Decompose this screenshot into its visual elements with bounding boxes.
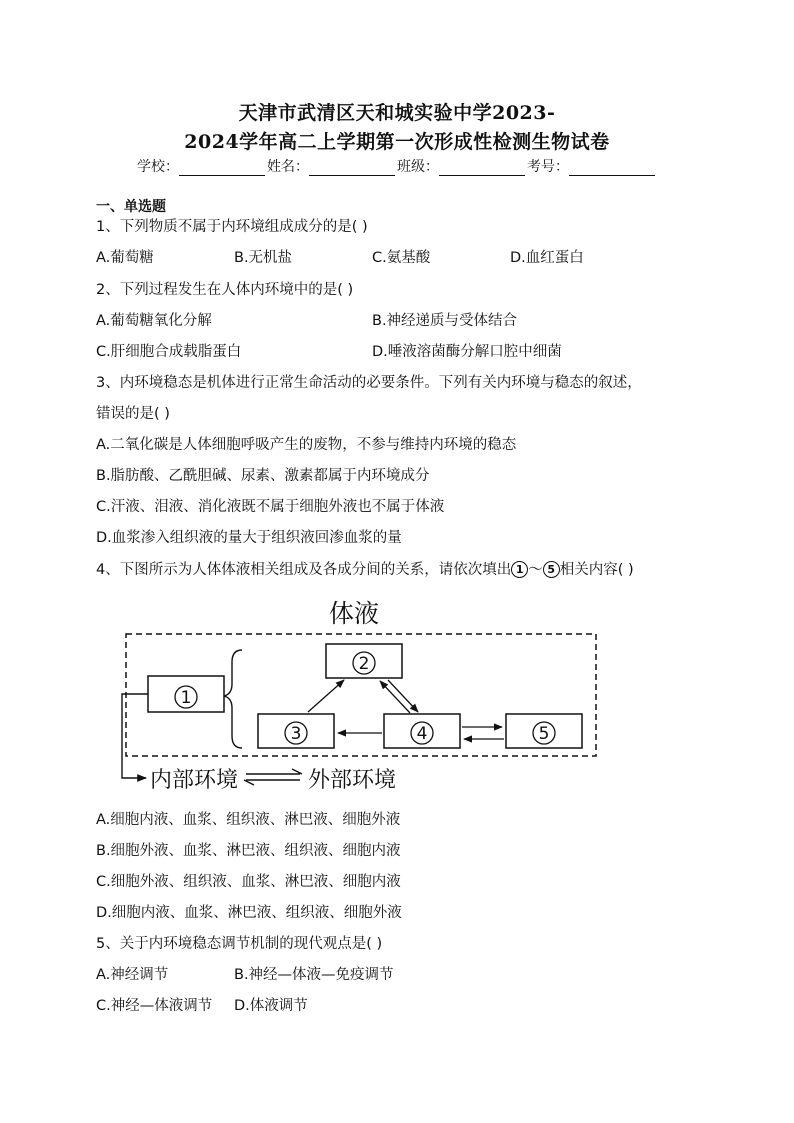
- question-3-option-a[interactable]: A.二氧化碳是人体细胞呼吸产生的废物，不参与维持内环境的稳态: [96, 437, 517, 453]
- question-2-stem: 2、下列过程发生在人体内环境中的是( ): [96, 282, 354, 298]
- question-5-stem: 5、关于内环境稳态调节机制的现代观点是( ): [96, 936, 383, 952]
- external-environment-label: 外部环境: [308, 768, 397, 793]
- question-2-option-c[interactable]: C.肝细胞合成载脂蛋白: [96, 344, 242, 360]
- question-3-stem-line-1: 3、内环境稳态是机体进行正常生命活动的必要条件。下列有关内环境与稳态的叙述，: [96, 375, 642, 391]
- exchange-arrow-head-left: [244, 780, 254, 785]
- question-3-option-b[interactable]: B.脂肪酸、乙酰胆碱、尿素、激素都属于内环境成分: [96, 468, 430, 484]
- box-3-label: 3: [290, 724, 302, 744]
- question-5-option-a[interactable]: A.神经调节: [96, 967, 169, 983]
- question-4-stem-suffix: 相关内容( ): [559, 562, 634, 578]
- question-2-option-b[interactable]: B.神经递质与受体结合: [372, 313, 518, 329]
- curly-brace: [224, 650, 242, 748]
- question-4-option-b[interactable]: B.细胞外液、血浆、淋巴液、组织液、细胞内液: [96, 843, 401, 859]
- internal-environment-label: 内部环境: [150, 768, 239, 793]
- question-5-option-b[interactable]: B.神经—体液—免疫调节: [234, 967, 394, 983]
- name-label: 姓名：: [267, 159, 309, 175]
- arrow-4-to-2: [380, 681, 410, 713]
- question-1-option-c[interactable]: C.氨基酸: [372, 250, 431, 266]
- question-5-option-d[interactable]: D.体液调节: [234, 998, 308, 1014]
- question-1-option-d[interactable]: D.血红蛋白: [510, 250, 584, 266]
- box-5-label: 5: [538, 724, 550, 744]
- question-1-option-a[interactable]: A.葡萄糖: [96, 250, 154, 266]
- box-1-label: 1: [180, 688, 192, 708]
- circled-number-5: 5: [543, 561, 560, 578]
- school-blank[interactable]: [179, 161, 265, 176]
- section-title: 一、单选题: [96, 199, 166, 215]
- figure-title: 体液: [328, 599, 380, 628]
- box-2-label: 2: [358, 654, 370, 674]
- question-3-option-c[interactable]: C.汗液、泪液、消化液既不属于细胞外液也不属于体液: [96, 499, 445, 515]
- question-1-stem: 1、下列物质不属于内环境组成成分的是( ): [96, 219, 368, 235]
- page-title-line-1: 天津市武清区天和城实验中学2023-: [238, 102, 556, 124]
- question-4-option-c[interactable]: C.细胞外液、组织液、血浆、淋巴液、细胞内液: [96, 874, 401, 890]
- question-1-option-b[interactable]: B.无机盐: [234, 250, 293, 266]
- question-4-option-d[interactable]: D.细胞内液、血浆、淋巴液、组织液、细胞外液: [96, 905, 402, 921]
- question-2-option-d[interactable]: D.唾液溶菌酶分解口腔中细菌: [372, 344, 562, 360]
- question-4-stem: [96, 560, 634, 580]
- name-blank[interactable]: [309, 161, 395, 176]
- question-4-option-a[interactable]: A.细胞内液、血浆、组织液、淋巴液、细胞外液: [96, 812, 401, 828]
- question-3-stem-line-2: 错误的是( ): [96, 406, 170, 422]
- arrow-3-to-2: [308, 680, 344, 712]
- question-5-option-c[interactable]: C.神经—体液调节: [96, 998, 213, 1014]
- box-4-label: 4: [416, 724, 428, 744]
- class-blank[interactable]: [439, 161, 525, 176]
- body-fluid-diagram: [112, 592, 612, 802]
- question-4-stem-prefix: 4、下图所示为人体体液相关组成及各成分间的关系，请依次填出: [96, 562, 512, 578]
- question-4-tilde: ～: [528, 562, 543, 578]
- number-label: 考号：: [527, 159, 569, 175]
- question-3-option-d[interactable]: D.血浆渗入组织液的量大于组织液回渗血浆的量: [96, 530, 402, 546]
- student-info-row: [0, 156, 794, 176]
- class-label: 班级：: [397, 159, 439, 175]
- circled-number-1: 1: [511, 561, 528, 578]
- question-2-option-a[interactable]: A.葡萄糖氧化分解: [96, 313, 212, 329]
- page-title-line-2: 2024学年高二上学期第一次形成性检测生物试卷: [184, 131, 610, 153]
- exchange-arrow-head-right: [292, 769, 302, 774]
- arrow-2-to-4: [388, 680, 418, 712]
- number-blank[interactable]: [569, 161, 655, 176]
- school-label: 学校：: [137, 159, 179, 175]
